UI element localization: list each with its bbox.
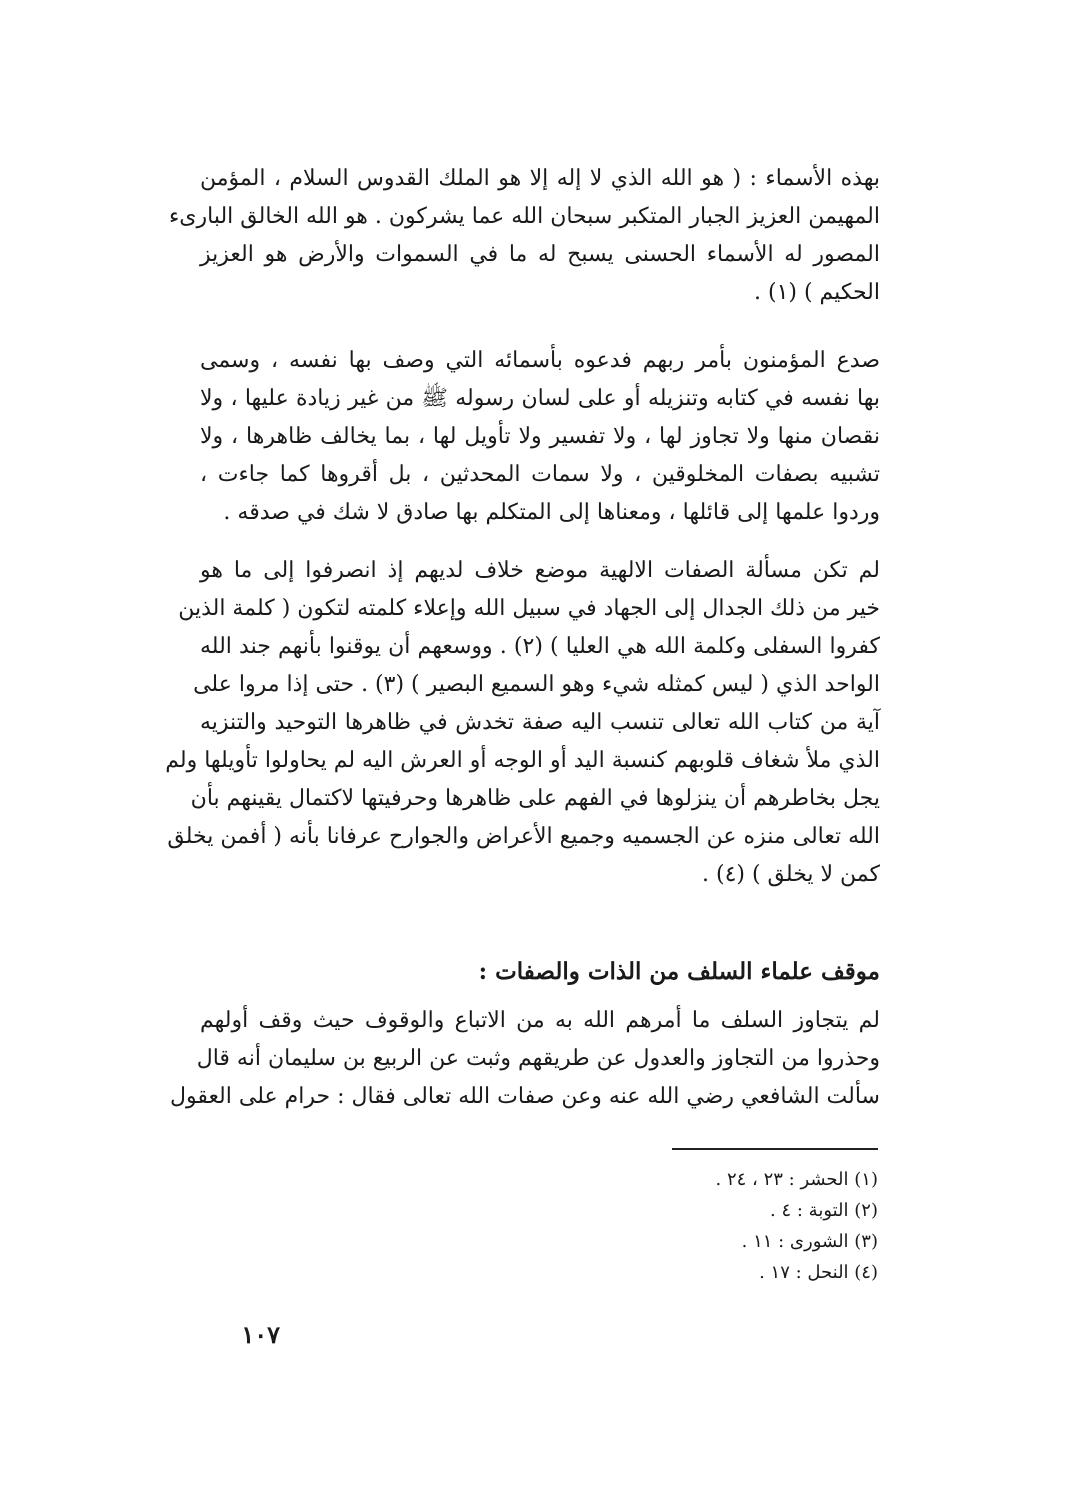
text-line: الواحد الذي ( ليس كمثله شيء وهو السميع البصير ) (٣) . حتى إذا مروا على bbox=[193, 672, 880, 697]
paragraph-believers bbox=[200, 342, 880, 532]
text-line: كفروا السفلى وكلمة الله هي العليا ) (٢) . ووسعهم أن يوقنوا بأنهم جند الله bbox=[200, 634, 880, 659]
text-line: الله تعالى منزه عن الجسميه وجميع الأعراض والجوارح عرفانا بأنه ( أفمن يخلق bbox=[167, 824, 880, 849]
text-line: وردوا علمها إلى قائلها ، ومعناها إلى المتكلم بها صادق لا شك في صدقه . bbox=[223, 500, 880, 525]
section-heading: موقف علماء السلف من الذات والصفات : bbox=[478, 958, 880, 985]
footnote-item: (٢) التوبة : ٤ . bbox=[770, 1200, 878, 1221]
text-line: الحكيم ) (١) . bbox=[753, 280, 880, 305]
text-line: خير من ذلك الجدال إلى الجهاد في سبيل الله وإعلاء كلمته لتكون ( كلمة الذين bbox=[178, 596, 880, 621]
text-line: المهيمن العزيز الجبار المتكبر سبحان الله عما يشركون . هو الله الخالق البارىء bbox=[168, 204, 880, 229]
text-line: المصور له الأسماء الحسنى يسبح له ما في السموات والأرض هو العزيز bbox=[200, 242, 880, 267]
paragraph-attributes bbox=[165, 552, 880, 894]
text-line: كمن لا يخلق ) (٤) . bbox=[702, 862, 880, 887]
footnote-item: (٣) الشورى : ١١ . bbox=[741, 1231, 878, 1252]
footnote-item: (١) الحشر : ٢٣ ، ٢٤ . bbox=[715, 1169, 878, 1190]
text-line: صدع المؤمنون بأمر ربهم فدعوه بأسمائه التي وصف بها نفسه ، وسمى bbox=[200, 348, 880, 373]
paragraph-salaf bbox=[169, 1002, 880, 1116]
text-line: آية من كتاب الله تعالى تنسب اليه صفة تخدش في ظاهرها التوحيد والتنزيه bbox=[200, 710, 880, 735]
text-line: تشبيه بصفات المخلوقين ، ولا سمات المحدثين ، بل أقروها كما جاءت ، bbox=[200, 462, 880, 487]
text-line: لم تكن مسألة الصفات الالهية موضع خلاف لديهم إذ انصرفوا إلى ما هو bbox=[200, 558, 880, 583]
page-number: ١٠٧ bbox=[241, 1320, 280, 1349]
text-line: بها نفسه في كتابه وتنزيله أو على لسان رسوله ﷺ من غير زيادة عليها ، ولا bbox=[200, 386, 880, 411]
text-line: نقصان منها ولا تجاوز لها ، ولا تفسير ولا تأويل لها ، بما يخالف ظاهرها ، ولا bbox=[200, 424, 880, 449]
text-line: لم يتجاوز السلف ما أمرهم الله به من الاتباع والوقوف حيث وقف أولهم bbox=[200, 1008, 880, 1033]
footnote-separator bbox=[672, 1148, 878, 1150]
text-line: سألت الشافعي رضي الله عنه وعن صفات الله تعالى فقال : حرام على العقول bbox=[169, 1084, 880, 1109]
paragraph-asma bbox=[168, 160, 880, 312]
text-line: بهذه الأسماء : ( هو الله الذي لا إله إلا هو الملك القدوس السلام ، المؤمن bbox=[200, 166, 880, 191]
text-line: الذي ملأ شغاف قلوبهم كنسبة اليد أو الوجه أو العرش اليه لم يحاولوا تأويلها ولم bbox=[165, 748, 880, 773]
text-line: يجل بخاطرهم أن ينزلوها في الفهم على ظاهرها وحرفيتها لاكتمال يقينهم بأن bbox=[190, 786, 880, 811]
footnote-item: (٤) النحل : ١٧ . bbox=[759, 1262, 878, 1283]
footnotes bbox=[500, 1164, 878, 1288]
text-line: وحذروا من التجاوز والعدول عن طريقهم وثبت عن الربيع بن سليمان أنه قال bbox=[196, 1046, 880, 1071]
